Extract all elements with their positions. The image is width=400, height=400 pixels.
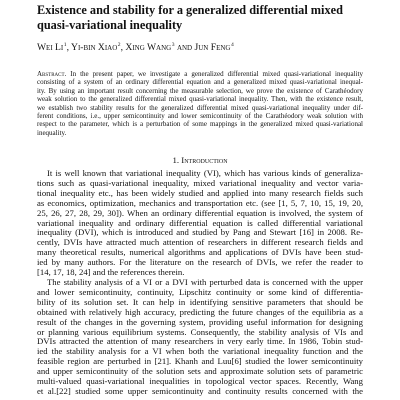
affiliation-mark: 2 xyxy=(117,42,121,49)
abstract xyxy=(37,70,363,137)
paragraph-line-text: ied by many authors. For the literature on the research of DVIs, we refer the reader to xyxy=(37,257,363,268)
paragraph-line-text: variational inequality and ordinary differential equation is called differential variational xyxy=(37,217,363,228)
abstract-line-text: ity. By using an important result concerning the measurable selection, we prove the existence of Carathéodory xyxy=(37,86,363,95)
paragraph-line-text: tional inequality etc., has been widely studied and applied into many research fields such xyxy=(37,187,363,198)
paragraph-line-text: The stability analysis of a VI or a DVI with perturbed data is concerned with the upper xyxy=(47,276,363,287)
paragraph-line-text: DVIs attracted the attention of many researchers in very early time. In 1986, Tobin stud- xyxy=(37,336,363,347)
abstract-line xyxy=(37,120,363,128)
author-name: Wei Li xyxy=(37,42,64,53)
paragraph-line-text: et al.[22] studied some upper semicontinuity and continuity results concerned with the xyxy=(37,385,363,396)
abstract-line-text: ferent conditions, i.e., upper semicontinuity and lower semicontinuity of the Carathéodory weak solution with xyxy=(37,112,363,121)
paragraph-line-text: 25, 26, 27, 28, 29, 30]). When an ordinary differential equation is involved, the system of xyxy=(37,207,363,218)
author-list xyxy=(37,42,234,55)
author-conjunction: and xyxy=(176,42,193,53)
paragraph-line-text: It is well known that variational inequality (VI), which has various kinds of generaliza- xyxy=(47,168,363,178)
paper-title xyxy=(37,3,367,33)
section-number: 1. xyxy=(172,155,180,165)
abstract-line-text: respect to the parameter, which is a perturbation of some mappings in the generalized mixed quasi-variational xyxy=(37,120,363,129)
paragraph-line-text: and lower semicontinuity, continuity, Lipschitz continuity or some kind of differentia- xyxy=(37,286,363,297)
author-name: Xing Wang xyxy=(125,42,172,53)
abstract-line xyxy=(37,95,363,103)
paragraph-line-text: as economics, optimization, mechanics and transportation etc. (see [1, 5, 7, 10, 15, 19, 20, xyxy=(37,197,363,208)
paragraph xyxy=(37,278,363,397)
abstract-line-text: we establish two stability results for the generalized differential mixed quasi-variational inequality under dif- xyxy=(37,103,363,112)
paragraph-line-text: multi-valued quasi-variational inequalities in topological vector spaces. Recently, Wang xyxy=(37,376,363,387)
author-name: Jun Feng xyxy=(194,42,231,53)
title-line: quasi-variational inequality xyxy=(37,18,183,32)
abstract-line xyxy=(37,78,363,86)
paragraph-line xyxy=(37,387,363,397)
abstract-line xyxy=(37,112,363,120)
abstract-line-text: weak solution to the generalized differential mixed quasi-variational inequality. Then, with the existence result, xyxy=(37,95,363,104)
section-heading xyxy=(37,155,363,165)
author-name: Yi-bin Xiao xyxy=(71,42,118,53)
paragraph-line-text: and upper semicontinuity of the solution sets and approximate solution sets of parametric xyxy=(37,366,363,377)
abstract-line xyxy=(37,104,363,112)
paragraph-line-text: cently, DVIs have attracted much attention of researchers in different research fields and xyxy=(37,237,363,248)
paragraph-line-text: inequality (DVI), which is introduced and studied by Pang and Stewart [16] in 2008. Re- xyxy=(37,227,363,238)
paragraph-line-text: or planning various equilibrium systems. Consequently, the stability analysis of VIs and xyxy=(37,326,363,337)
paragraph xyxy=(37,169,363,278)
paragraph-line-text: bility of its solution set. It can help in identifying sensitive parameters that should be xyxy=(37,296,363,307)
abstract-label: Abstract. xyxy=(37,70,67,78)
author-separator: , xyxy=(66,42,69,53)
abstract-line xyxy=(37,87,363,95)
abstract-line-text: consisting of a system of an ordinary differential equation and a generalized mixed quasi-variational inequal- xyxy=(37,78,363,87)
paragraph-line-text: many theoretical results, numerical algorithms and applications of DVIs have been stud- xyxy=(37,247,363,258)
paragraph-line-text: feasible region are perturbed in [21]. Khanh and Luu[6] studied the lower semicontinuity xyxy=(37,356,363,367)
body-text xyxy=(37,169,363,397)
abstract-line xyxy=(37,129,363,137)
paragraph-line-text: obtained with relatively high accuracy, predicting the future changes of the equilibria as a xyxy=(37,306,363,317)
paragraph-line-text: [14, 17, 18, 24] and the references therein. xyxy=(37,267,185,278)
affiliation-mark: 4 xyxy=(230,42,234,49)
abstract-line-text: In the present paper, we investigate a generalized differential mixed quasi-variational inequality xyxy=(70,70,363,78)
affiliation-mark: 3 xyxy=(171,42,175,49)
paragraph-line-text: tions such as quasi-variational inequality, mixed variational inequality and vector varia- xyxy=(37,177,363,188)
section-title: Introduction xyxy=(181,155,228,165)
affiliation-mark: 1 xyxy=(63,42,67,49)
paragraph-line-text: ied the stability analysis for a VI when both the variational inequality function and the xyxy=(37,346,363,357)
abstract-line xyxy=(37,70,363,78)
abstract-line-text: inequality. xyxy=(37,128,67,137)
paragraph-line-text: result of the changes in the governing system, providing useful information for designing xyxy=(37,316,363,327)
author-separator: , xyxy=(120,42,123,53)
title-line: Existence and stability for a generalized differential mixed xyxy=(37,3,343,17)
